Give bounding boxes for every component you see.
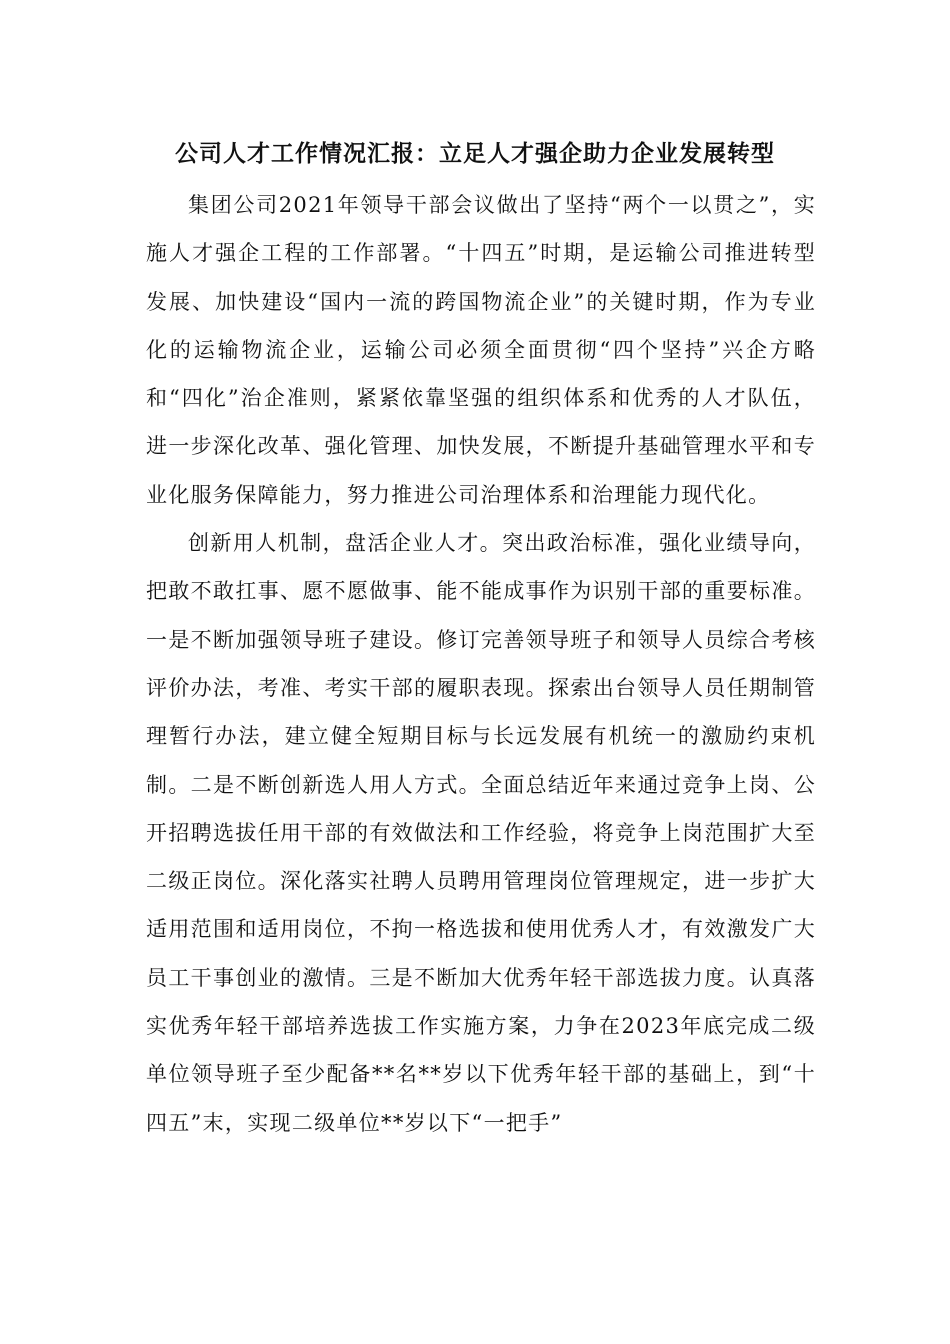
document-title: 公司人才工作情况汇报：立足人才强企助力企业发展转型 xyxy=(175,140,775,167)
paragraph-intro: 集团公司2021年领导干部会议做出了坚持“两个一以贯之”，实施人才强企工程的工作部署。“十四五”时期，是运输公司推进转型发展、加快建设“国内一流的跨国物流企业”的关键时期，作为专业化的运输物流企业，运输公司必须全面贯彻“四个坚持”兴企方略和“四化”治企准则，紧紧依靠坚强的组织体系和优秀的人才队伍，进一步深化改革、强化管理、加快发展，不断提升基础管理水平和专业化服务保障能力，努力推进公司治理体系和治理能力现代化。 xyxy=(146,193,816,507)
document-body xyxy=(146,181,816,1147)
paragraph-talent-mechanism: 创新用人机制，盘活企业人才。突出政治标准，强化业绩导向，把敢不敢扛事、愿不愿做事、能不能成事作为识别干部的重要标准。一是不断加强领导班子建设。修订完善领导班子和领导人员综合考核评价办法，考准、考实干部的履职表现。探索出台领导人员任期制管理暂行办法，建立健全短期目标与长远发展有机统一的激励约束机制。二是不断创新选人用人方式。全面总结近年来通过竞争上岗、公开招聘选拔任用干部的有效做法和工作经验，将竞争上岗范围扩大至二级正岗位。深化落实社聘人员聘用管理岗位管理规定，进一步扩大适用范围和适用岗位，不拘一格选拔和使用优秀人才，有效激发广大员工干事创业的激情。三是不断加大优秀年轻干部选拔力度。认真落实优秀年轻干部培养选拔工作实施方案，力争在2023年底完成二级单位领导班子至少配备**名**岁以下优秀年轻干部的基础上，到“十四五”末，实现二级单位**岁以下“一把手” xyxy=(146,531,816,1135)
